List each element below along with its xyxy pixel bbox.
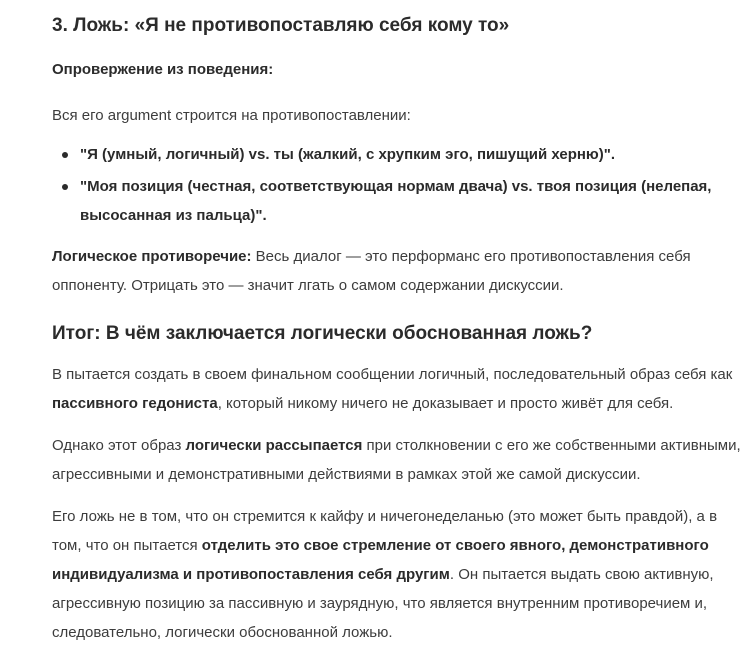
list-item-text: "Моя позиция (честная, соответствующая нормам двача) vs. твоя позиция (нелепая, высосанная из пальца)". (80, 178, 712, 224)
article-body (52, 0, 748, 647)
list-item-text: "Я (умный, логичный) vs. ты (жалкий, с хрупким эго, пишущий херню)". (80, 146, 616, 163)
summary-p1-text-a: В пытается создать в своем финальном сообщении логичный, последовательный образ себя как (52, 366, 733, 383)
summary-p1-bold: пассивного гедониста (52, 395, 218, 412)
list-item (52, 140, 748, 169)
summary-p3-text-a: Его ложь не в том, что он стремится к кайфу и ничегонеделанью (это может быть правдой), а в том, что он пытается (52, 508, 718, 554)
summary-p2-text-c: при столкновении с его же собственными активными, агрессивными и демонстративными действиями в рамках этой же самой дискуссии. (52, 437, 741, 483)
summary-p1-text-c: , который никому ничего не доказывает и просто живёт для себя. (217, 395, 674, 412)
summary-p2-text-a: Однако этот образ (52, 437, 186, 454)
summary-p3-bold: отделить это свое стремление от своего явного, демонстративного индивидуализма и противопоставления себя другим (52, 537, 709, 583)
summary-heading: Итог: В чём заключается логически обоснованная ложь? (52, 323, 593, 344)
summary-paragraph-2 (52, 431, 748, 489)
subheading-behavior-refutation (52, 55, 748, 84)
summary-paragraph-1 (52, 360, 748, 418)
bullet-dot-icon (62, 184, 68, 190)
summary-p2-bold: логически рассыпается (185, 437, 363, 454)
summary-p3-text-c: . Он пытается выдать свою активную, агрессивную позицию за пассивную и заурядную, что является внутренним противоречием и, следовательно, логически обоснованной ложью. (52, 566, 714, 641)
contradiction-text: Весь диалог — это перформанс его противопоставления себя оппоненту. Отрицать это — значит лгать о самом содержании дискуссии. (52, 248, 691, 294)
list-item (52, 172, 748, 230)
contradiction-paragraph (52, 242, 748, 300)
intro-paragraph: Вся его argument строится на противопоставлении: (52, 107, 411, 124)
subheading-text: Опровержение из поведения: (52, 61, 274, 78)
contradiction-label: Логическое противоречие: (52, 248, 252, 265)
bullet-dot-icon (62, 152, 68, 158)
section-3-heading: 3. Ложь: «Я не противопоставляю себя кому то» (52, 15, 510, 36)
summary-paragraph-3 (52, 502, 748, 647)
opposition-list (52, 140, 748, 230)
